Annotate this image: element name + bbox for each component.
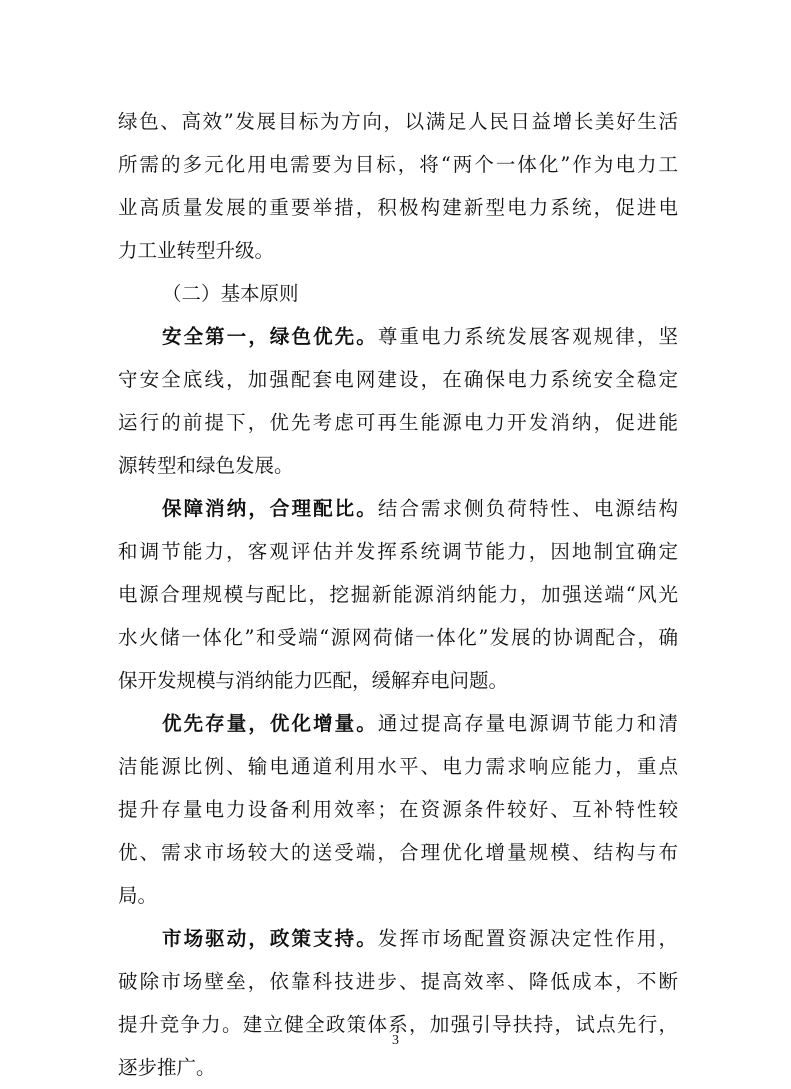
document-body bbox=[118, 100, 678, 1089]
principle-line: 水火储一体化”和受端“源网荷储一体化”发展的协调配合，确 bbox=[118, 626, 678, 649]
principle-text: 发挥市场配置资源决定性作用， bbox=[377, 927, 678, 950]
intro-line: 业高质量发展的重要举措，积极构建新型电力系统，促进电 bbox=[118, 196, 678, 219]
intro-line: 力工业转型升级。 bbox=[118, 239, 275, 262]
principle-text: 尊重电力系统发展客观规律，坚 bbox=[377, 325, 678, 348]
principle-line: 提升竞争力。建立健全政策体系，加强引导扶持，试点先行， bbox=[118, 1013, 678, 1036]
principle-title: 市场驱动，政策支持。 bbox=[162, 927, 378, 950]
intro-line: 所需的多元化用电需要为目标，将“两个一体化”作为电力工 bbox=[118, 153, 678, 176]
intro-line: 绿色、高效”发展目标为方向，以满足人民日益增长美好生活 bbox=[118, 110, 678, 133]
principle-first-line bbox=[118, 315, 678, 358]
principle-line: 逐步推广。 bbox=[118, 1056, 216, 1079]
principle-line: 和调节能力，客观评估并发挥系统调节能力，因地制宜确定 bbox=[118, 540, 678, 563]
principle-line: 保开发规模与消纳能力匹配，缓解弃电问题。 bbox=[118, 669, 509, 692]
page-number: 3 bbox=[392, 1033, 399, 1048]
principle-line: 局。 bbox=[118, 884, 158, 907]
section-heading: （二）基本原则 bbox=[162, 282, 299, 305]
principle-first-line bbox=[118, 917, 678, 960]
principle-title: 优先存量，优化增量。 bbox=[162, 712, 378, 735]
principle-line: 提升存量电力设备利用效率；在资源条件较好、互补特性较 bbox=[118, 798, 678, 821]
principle-title: 安全第一，绿色优先。 bbox=[162, 325, 378, 348]
principle-first-line bbox=[118, 702, 678, 745]
principle-line: 优、需求市场较大的送受端，合理优化增量规模、结构与布 bbox=[118, 841, 678, 864]
principle-line: 电源合理规模与配比，挖掘新能源消纳能力，加强送端“风光 bbox=[118, 583, 678, 606]
principle-title: 保障消纳，合理配比。 bbox=[162, 497, 378, 520]
principle-line: 洁能源比例、输电通道利用水平、电力需求响应能力，重点 bbox=[118, 755, 678, 778]
principle-line: 运行的前提下，优先考虑可再生能源电力开发消纳，促进能 bbox=[118, 411, 678, 434]
principle-text: 通过提高存量电源调节能力和清 bbox=[377, 712, 678, 735]
principle-line: 守安全底线，加强配套电网建设，在确保电力系统安全稳定 bbox=[118, 368, 678, 391]
principle-first-line bbox=[118, 487, 678, 530]
principle-text: 结合需求侧负荷特性、电源结构 bbox=[377, 497, 678, 520]
principle-line: 破除市场壁垒，依靠科技进步、提高效率、降低成本，不断 bbox=[118, 970, 678, 993]
principle-line: 源转型和绿色发展。 bbox=[118, 454, 294, 477]
